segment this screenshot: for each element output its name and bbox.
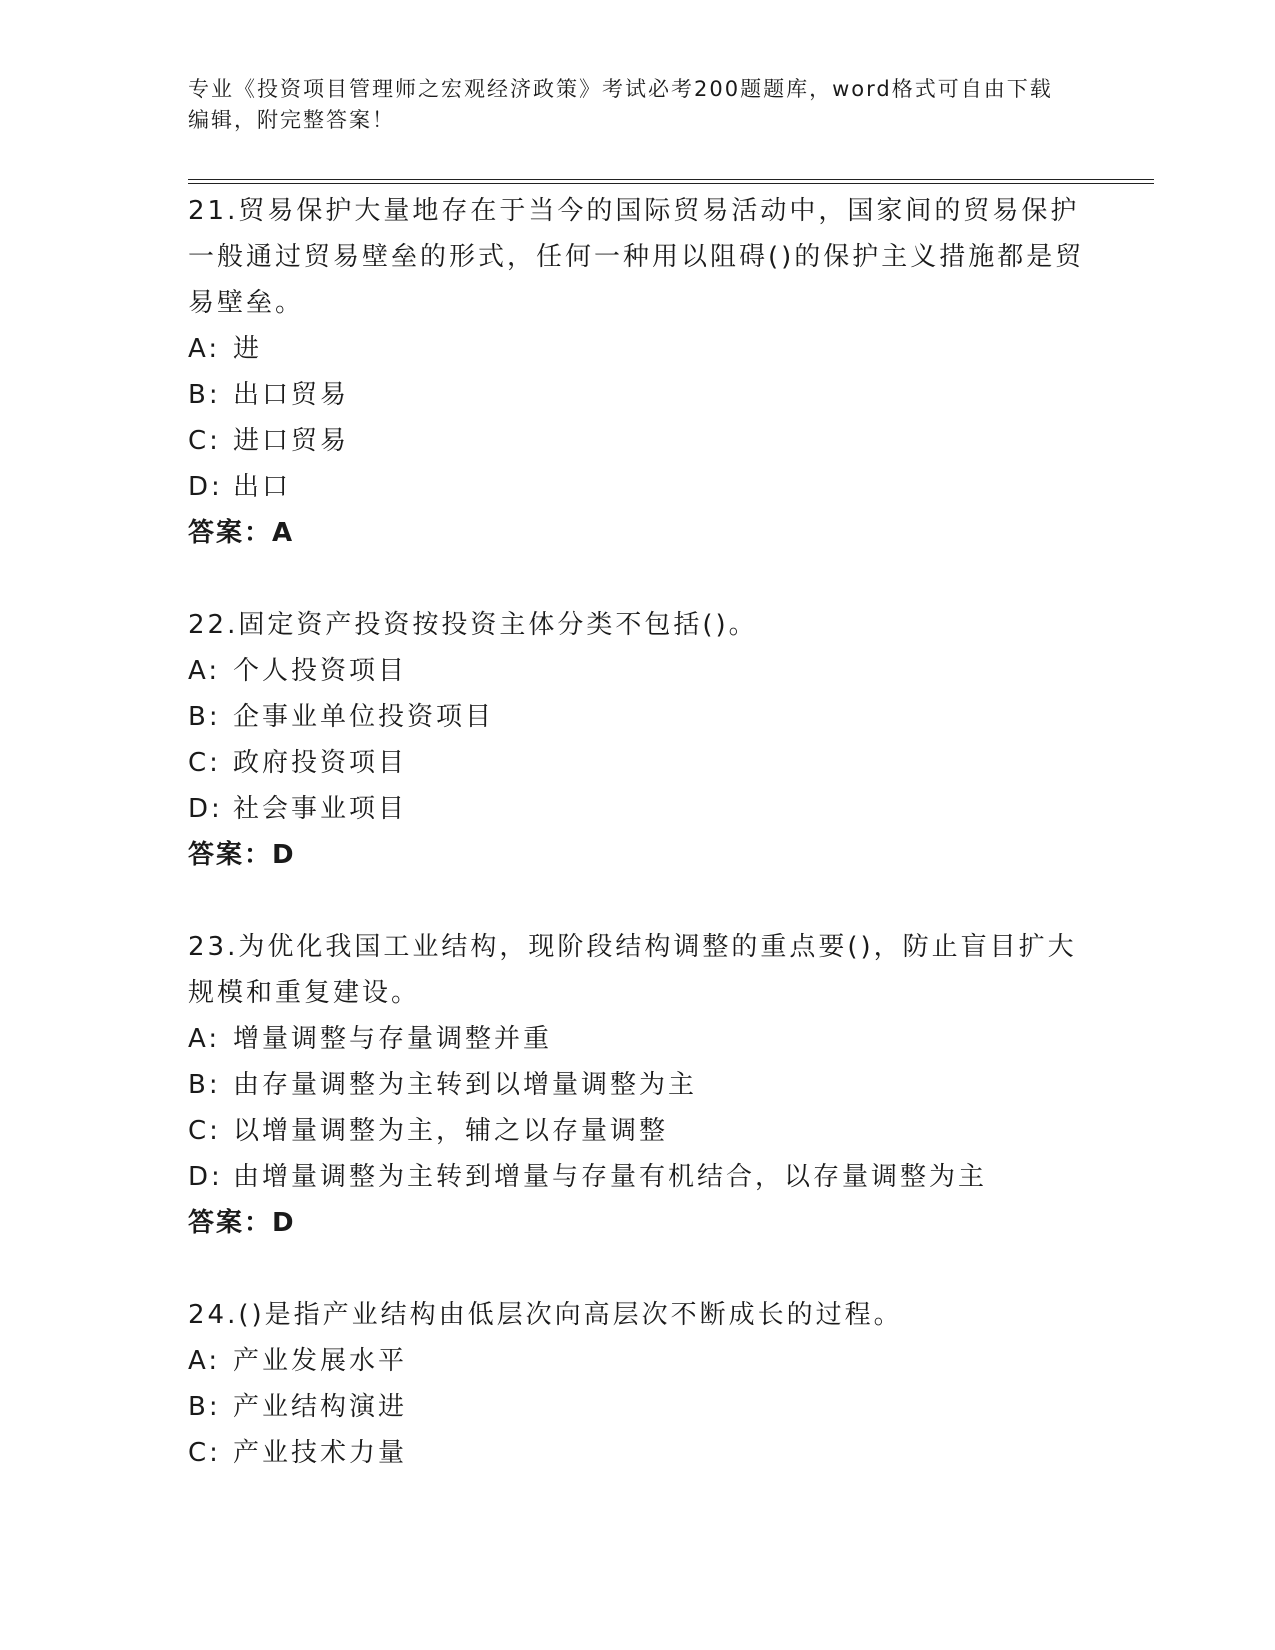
option-letter: D: [188, 1162, 223, 1192]
option-text: 出口 [233, 472, 292, 502]
option-text: 出口贸易 [233, 380, 350, 410]
answer-line: 答案：D [188, 840, 296, 870]
option-text: 产业发展水平 [233, 1346, 408, 1376]
option-letter: C: [188, 748, 221, 778]
header-divider-bottom [188, 183, 1154, 184]
document-header: 专业《投资项目管理师之宏观经济政策》考试必考200题题库，word格式可自由下载编辑，附完整答案！ [188, 77, 1053, 132]
option-letter: A: [188, 334, 221, 364]
option-text: 个人投资项目 [233, 656, 408, 686]
question-stem: 24.()是指产业结构由低层次向高层次不断成长的过程。 [188, 1300, 903, 1330]
option-letter: B: [188, 702, 221, 732]
option-text: 由增量调整为主转到增量与存量有机结合，以存量调整为主 [233, 1162, 988, 1192]
option-letter: A: [188, 1024, 221, 1054]
option-c [188, 740, 1088, 786]
option-letter: A: [188, 1346, 221, 1376]
option-c [188, 1108, 1088, 1154]
option-c [188, 418, 1088, 464]
option-a [188, 1338, 1088, 1384]
answer-line: 答案：A [188, 518, 295, 548]
option-d [188, 786, 1088, 832]
option-b [188, 372, 1088, 418]
option-text: 企事业单位投资项目 [233, 702, 495, 732]
option-letter: B: [188, 1392, 221, 1422]
option-b [188, 1384, 1088, 1430]
answer-line: 答案：D [188, 1208, 296, 1238]
question-stem: 22.固定资产投资按投资主体分类不包括()。 [188, 610, 758, 640]
option-text: 由存量调整为主转到以增量调整为主 [233, 1070, 698, 1100]
header-divider-top [188, 179, 1154, 180]
option-d [188, 464, 1088, 510]
option-a [188, 648, 1088, 694]
option-b [188, 694, 1088, 740]
option-text: 进口贸易 [233, 426, 350, 456]
question-stem: 23.为优化我国工业结构，现阶段结构调整的重点要()，防止盲目扩大规模和重复建设。 [188, 932, 1077, 1008]
option-letter: B: [188, 1070, 221, 1100]
option-letter: B: [188, 380, 221, 410]
option-text: 社会事业项目 [233, 794, 408, 824]
option-d [188, 1154, 1088, 1200]
question-23 [188, 924, 1088, 1246]
question-stem: 21.贸易保护大量地存在于当今的国际贸易活动中，国家间的贸易保护一般通过贸易壁垒的形式，任何一种用以阻碍()的保护主义措施都是贸易壁垒。 [188, 196, 1085, 318]
option-text: 以增量调整为主，辅之以存量调整 [233, 1116, 669, 1146]
option-letter: A: [188, 656, 221, 686]
option-letter: C: [188, 1116, 221, 1146]
question-list [188, 188, 1088, 1522]
option-text: 进 [233, 334, 263, 364]
option-text: 产业技术力量 [233, 1438, 408, 1468]
option-b [188, 1062, 1088, 1108]
option-text: 政府投资项目 [233, 748, 408, 778]
question-24 [188, 1292, 1088, 1476]
option-letter: D: [188, 472, 223, 502]
option-text: 产业结构演进 [233, 1392, 408, 1422]
option-text: 增量调整与存量调整并重 [233, 1024, 553, 1054]
option-a [188, 326, 1088, 372]
option-a [188, 1016, 1088, 1062]
question-22 [188, 602, 1088, 878]
option-letter: C: [188, 426, 221, 456]
option-c [188, 1430, 1088, 1476]
option-letter: C: [188, 1438, 221, 1468]
option-letter: D: [188, 794, 223, 824]
question-21 [188, 188, 1088, 556]
